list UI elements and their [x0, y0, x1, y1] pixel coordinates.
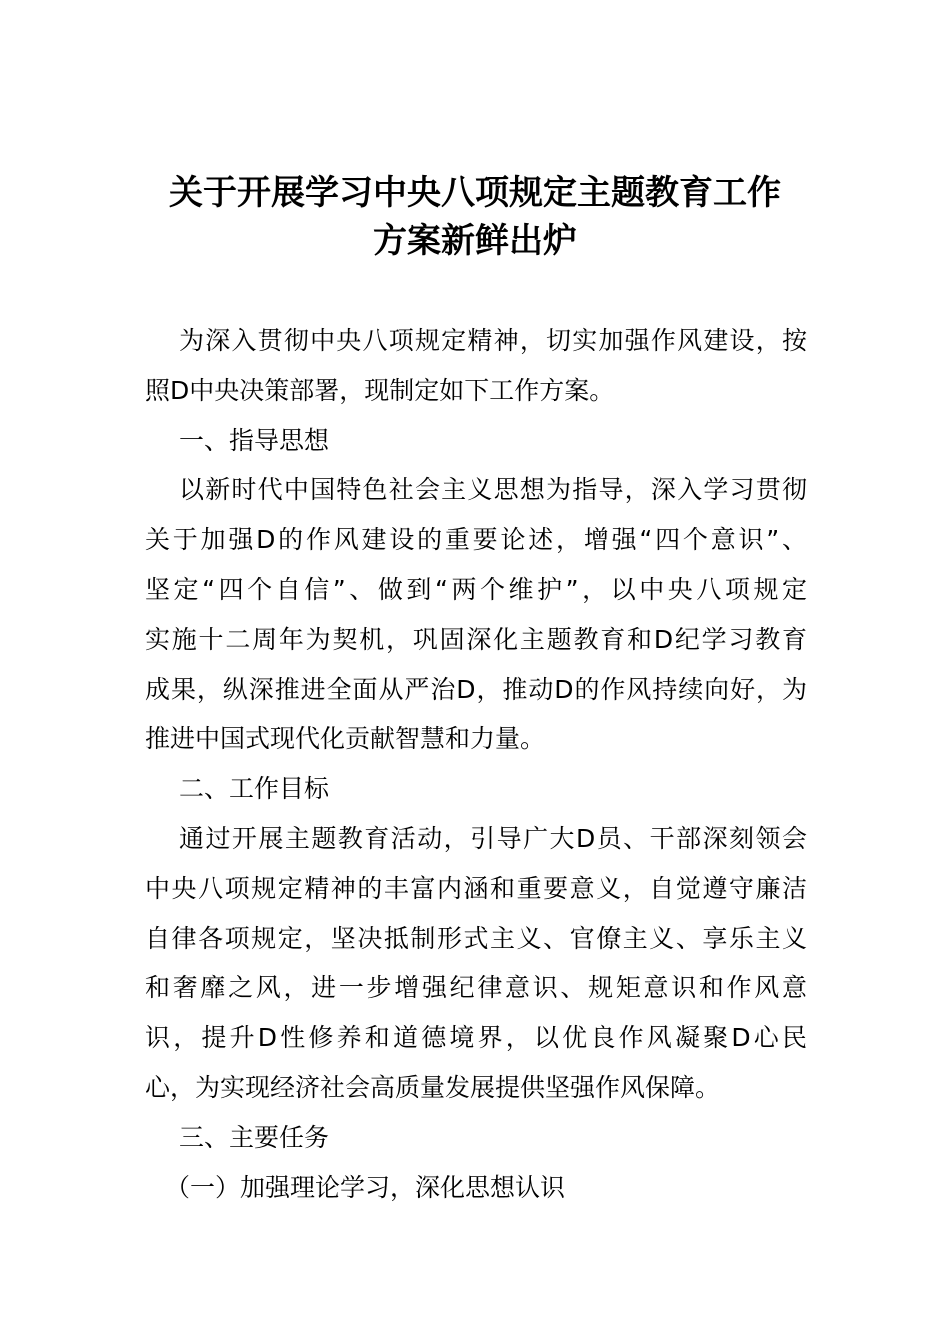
document-body	[145, 316, 807, 1212]
paragraph-line: 通过开展主题教育活动，引导广大D员、干部深刻领会	[179, 823, 807, 853]
paragraph-line: 照D中央决策部署，现制定如下工作方案。	[145, 375, 615, 405]
paragraph-line: 以新时代中国特色社会主义思想为指导，深入学习贯彻	[179, 475, 807, 505]
paragraph-line: 成果，纵深推进全面从严治D，推动D的作风持续向好，为	[145, 674, 807, 704]
section-heading: 三、主要任务	[179, 1122, 330, 1152]
paragraph-line: 和奢靡之风，进一步增强纪律意识、规矩意识和作风意	[145, 973, 807, 1003]
paragraph-line: 关于加强D的作风建设的重要论述，增强“四个意识”、	[145, 525, 807, 555]
section-heading: 二、工作目标	[179, 774, 330, 804]
paragraph-line: 为深入贯彻中央八项规定精神，切实加强作风建设，按	[179, 326, 807, 355]
section-heading: 一、指导思想	[179, 425, 330, 455]
subsection-heading: （一）加强理论学习，深化思想认识	[165, 1172, 566, 1202]
document-title-line-2: 方案新鲜出炉	[373, 221, 577, 261]
paragraph-line: 实施十二周年为契机，巩固深化主题教育和D纪学习教育	[145, 624, 807, 654]
paragraph-line: 坚定“四个自信”、做到“两个维护”，以中央八项规定	[145, 574, 807, 604]
document-title-line-1: 关于开展学习中央八项规定主题教育工作	[169, 173, 781, 213]
paragraph-line: 推进中国式现代化贡献智慧和力量。	[145, 724, 546, 754]
paragraph-line: 心，为实现经济社会高质量发展提供坚强作风保障。	[145, 1072, 721, 1102]
paragraph-line: 自律各项规定，坚决抵制形式主义、官僚主义、享乐主义	[145, 923, 807, 953]
paragraph-line: 中央八项规定精神的丰富内涵和重要意义，自觉遵守廉洁	[145, 873, 807, 903]
paragraph-line: 识，提升D性修养和道德境界，以优良作风凝聚D心民	[145, 1023, 807, 1053]
